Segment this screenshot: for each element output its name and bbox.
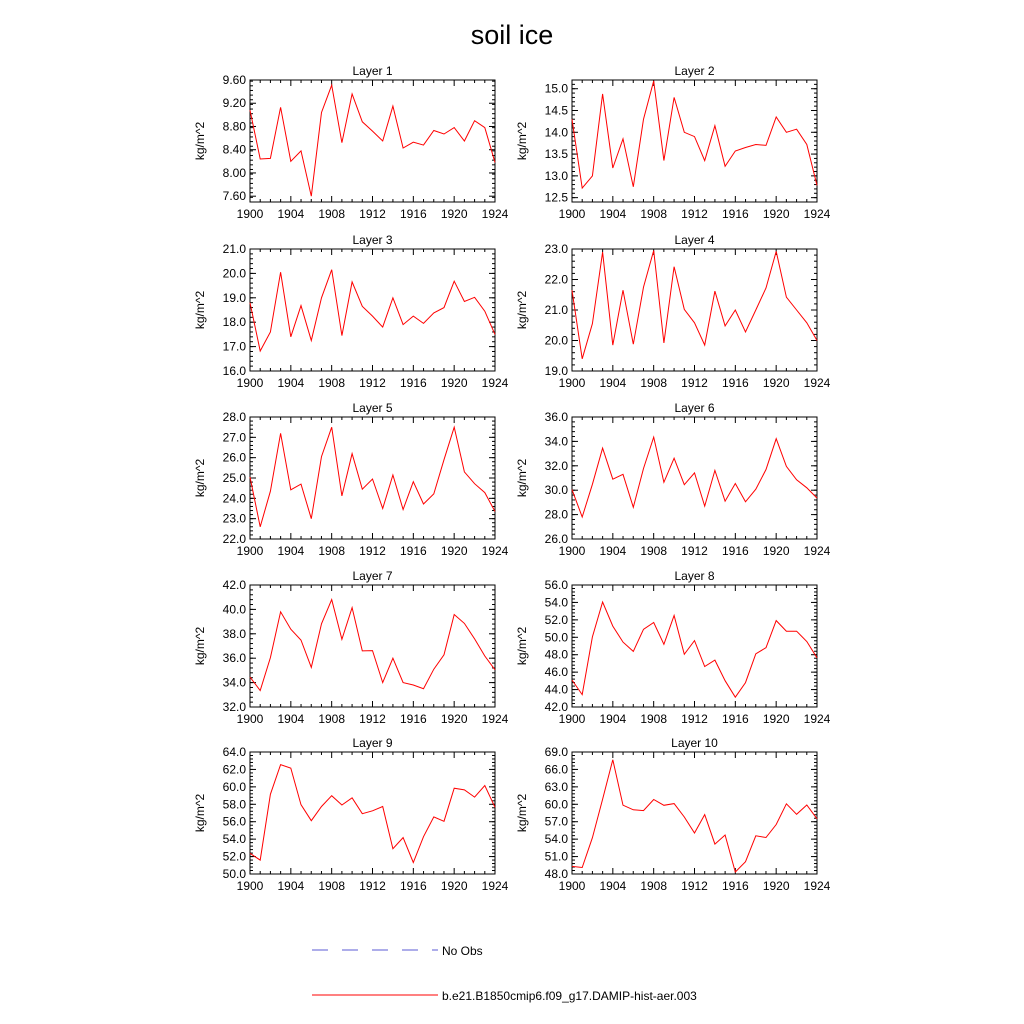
x-tick-label: 1924: [803, 879, 831, 893]
y-tick-label: 38.0: [222, 626, 246, 641]
x-tick-label: 1904: [277, 376, 305, 390]
y-tick-label: 64.0: [222, 745, 246, 759]
y-tick-label: 21.0: [222, 242, 246, 256]
x-tick-label: 1908: [318, 207, 346, 221]
x-tick-label: 1900: [236, 712, 264, 726]
y-axis-label: kg/m^2: [193, 290, 207, 330]
y-tick-label: 25.0: [222, 471, 246, 485]
y-tick-label: 19.0: [222, 290, 246, 305]
x-tick-label: 1908: [640, 376, 668, 390]
panel-title: Layer 3: [352, 233, 393, 247]
y-tick-label: 52.0: [544, 612, 568, 627]
y-axis-label: kg/m^2: [515, 290, 529, 330]
x-tick-label: 1916: [399, 712, 427, 726]
x-tick-label: 1900: [558, 207, 586, 221]
y-tick-label: 69.0: [544, 745, 568, 759]
x-tick-label: 1904: [599, 207, 627, 221]
x-tick-label: 1904: [599, 879, 627, 893]
y-tick-label: 13.5: [544, 147, 568, 162]
x-tick-label: 1920: [440, 376, 468, 390]
y-tick-label: 8.40: [222, 142, 246, 157]
x-tick-label: 1904: [277, 207, 305, 221]
y-tick-label: 21.0: [544, 303, 568, 317]
y-tick-label: 42.0: [544, 700, 568, 714]
x-tick-label: 1924: [803, 712, 831, 726]
y-axis-label: kg/m^2: [193, 626, 207, 666]
y-tick-label: 18.0: [222, 315, 246, 330]
y-tick-label: 32.0: [544, 458, 568, 473]
x-tick-label: 1908: [640, 712, 668, 726]
y-tick-label: 26.0: [222, 450, 246, 465]
x-tick-label: 1904: [277, 544, 305, 558]
y-tick-label: 8.80: [222, 119, 246, 134]
y-tick-label: 23.0: [222, 511, 246, 526]
x-tick-label: 1916: [721, 207, 749, 221]
y-tick-label: 60.0: [544, 797, 568, 812]
x-tick-label: 1916: [721, 376, 749, 390]
y-tick-label: 34.0: [544, 434, 568, 449]
y-tick-label: 14.5: [544, 103, 568, 118]
y-tick-label: 16.0: [222, 364, 246, 378]
y-tick-label: 66.0: [544, 762, 568, 777]
x-tick-label: 1904: [599, 376, 627, 390]
x-tick-label: 1912: [681, 712, 708, 726]
y-tick-label: 36.0: [222, 651, 246, 666]
y-tick-label: 50.0: [222, 867, 246, 881]
panel-title: Layer 6: [674, 401, 715, 415]
panel-title: Layer 10: [671, 736, 718, 750]
y-tick-label: 9.60: [222, 73, 246, 87]
x-tick-label: 1924: [803, 376, 831, 390]
x-tick-label: 1916: [399, 544, 427, 558]
x-tick-label: 1924: [803, 207, 831, 221]
y-tick-label: 19.0: [544, 364, 568, 378]
y-tick-label: 50.0: [544, 630, 568, 645]
y-tick-label: 9.20: [222, 96, 246, 111]
y-tick-label: 57.0: [544, 814, 568, 829]
x-tick-label: 1900: [558, 712, 586, 726]
x-tick-label: 1900: [236, 376, 264, 390]
x-tick-label: 1924: [481, 879, 509, 893]
y-tick-label: 40.0: [222, 602, 246, 617]
x-tick-label: 1924: [481, 207, 509, 221]
x-tick-label: 1920: [762, 712, 790, 726]
y-tick-label: 46.0: [544, 665, 568, 680]
x-tick-label: 1920: [440, 879, 468, 893]
y-tick-label: 44.0: [544, 682, 568, 697]
y-tick-label: 42.0: [222, 578, 246, 592]
y-tick-label: 62.0: [222, 762, 246, 777]
y-tick-label: 28.0: [544, 507, 568, 522]
y-tick-label: 12.5: [544, 190, 568, 205]
y-tick-label: 14.0: [544, 125, 568, 140]
y-tick-label: 13.0: [544, 168, 568, 183]
x-tick-label: 1900: [558, 879, 586, 893]
panel-title: Layer 5: [352, 401, 393, 415]
x-tick-label: 1920: [440, 207, 468, 221]
legend-label-no-obs: No Obs: [442, 944, 483, 958]
x-tick-label: 1924: [481, 712, 509, 726]
x-tick-label: 1916: [399, 376, 427, 390]
y-axis-label: kg/m^2: [193, 458, 207, 498]
y-tick-label: 15.0: [544, 81, 568, 96]
x-tick-label: 1920: [762, 879, 790, 893]
x-tick-label: 1924: [803, 544, 831, 558]
y-tick-label: 30.0: [544, 483, 568, 498]
y-tick-label: 58.0: [222, 797, 246, 812]
y-tick-label: 54.0: [544, 595, 568, 610]
y-tick-label: 20.0: [544, 333, 568, 348]
y-axis-label: kg/m^2: [515, 626, 529, 666]
x-tick-label: 1908: [640, 879, 668, 893]
panel-title: Layer 1: [352, 64, 393, 78]
x-tick-label: 1900: [558, 376, 586, 390]
x-tick-label: 1916: [721, 879, 749, 893]
x-tick-label: 1900: [558, 544, 586, 558]
panel-title: Layer 4: [674, 233, 715, 247]
y-tick-label: 48.0: [544, 867, 568, 881]
x-tick-label: 1904: [599, 712, 627, 726]
x-tick-label: 1912: [681, 376, 708, 390]
x-tick-label: 1912: [359, 544, 386, 558]
x-tick-label: 1908: [640, 207, 668, 221]
x-tick-label: 1908: [318, 879, 346, 893]
x-tick-label: 1924: [481, 376, 509, 390]
x-tick-label: 1908: [318, 544, 346, 558]
y-axis-label: kg/m^2: [193, 121, 207, 161]
y-tick-label: 7.60: [222, 189, 246, 204]
y-axis-label: kg/m^2: [515, 793, 529, 833]
x-tick-label: 1912: [359, 376, 386, 390]
legend-label-model: b.e21.B1850cmip6.f09_g17.DAMIP-hist-aer.003: [442, 989, 697, 1003]
x-tick-label: 1908: [318, 712, 346, 726]
y-tick-label: 36.0: [544, 410, 568, 424]
y-axis-label: kg/m^2: [193, 793, 207, 833]
y-tick-label: 48.0: [544, 647, 568, 662]
y-tick-label: 26.0: [544, 532, 568, 546]
x-tick-label: 1924: [481, 544, 509, 558]
figure-title: soil ice: [470, 20, 554, 50]
y-tick-label: 20.0: [222, 266, 246, 281]
y-axis-label: kg/m^2: [515, 121, 529, 161]
y-tick-label: 54.0: [544, 832, 568, 847]
x-tick-label: 1904: [277, 712, 305, 726]
y-tick-label: 56.0: [222, 814, 246, 829]
x-tick-label: 1920: [762, 376, 790, 390]
y-tick-label: 22.0: [544, 272, 568, 287]
y-tick-label: 51.0: [544, 849, 568, 864]
x-tick-label: 1912: [359, 207, 386, 221]
y-tick-label: 8.00: [222, 165, 246, 180]
panel-title: Layer 9: [352, 736, 393, 750]
x-tick-label: 1912: [681, 207, 708, 221]
panel-title: Layer 7: [352, 569, 393, 583]
x-tick-label: 1904: [599, 544, 627, 558]
x-tick-label: 1912: [681, 544, 708, 558]
x-tick-label: 1900: [236, 207, 264, 221]
y-tick-label: 60.0: [222, 779, 246, 794]
y-tick-label: 27.0: [222, 430, 246, 445]
y-tick-label: 54.0: [222, 832, 246, 847]
y-tick-label: 24.0: [222, 491, 246, 506]
x-tick-label: 1916: [721, 712, 749, 726]
y-tick-label: 17.0: [222, 339, 246, 354]
x-tick-label: 1912: [681, 879, 708, 893]
panel-title: Layer 2: [674, 64, 715, 78]
panel-title: Layer 8: [674, 569, 715, 583]
y-tick-label: 28.0: [222, 410, 246, 424]
x-tick-label: 1912: [359, 712, 386, 726]
y-tick-label: 34.0: [222, 675, 246, 690]
y-tick-label: 56.0: [544, 578, 568, 592]
y-axis-label: kg/m^2: [515, 458, 529, 498]
x-tick-label: 1900: [236, 544, 264, 558]
x-tick-label: 1908: [640, 544, 668, 558]
y-tick-label: 22.0: [222, 532, 246, 546]
x-tick-label: 1900: [236, 879, 264, 893]
x-tick-label: 1908: [318, 376, 346, 390]
x-tick-label: 1912: [359, 879, 386, 893]
y-tick-label: 52.0: [222, 849, 246, 864]
x-tick-label: 1916: [721, 544, 749, 558]
x-tick-label: 1920: [440, 544, 468, 558]
x-tick-label: 1920: [762, 207, 790, 221]
x-tick-label: 1920: [762, 544, 790, 558]
y-tick-label: 63.0: [544, 779, 568, 794]
y-tick-label: 32.0: [222, 700, 246, 714]
y-tick-label: 23.0: [544, 242, 568, 256]
x-tick-label: 1916: [399, 879, 427, 893]
x-tick-label: 1904: [277, 879, 305, 893]
x-tick-label: 1916: [399, 207, 427, 221]
x-tick-label: 1920: [440, 712, 468, 726]
